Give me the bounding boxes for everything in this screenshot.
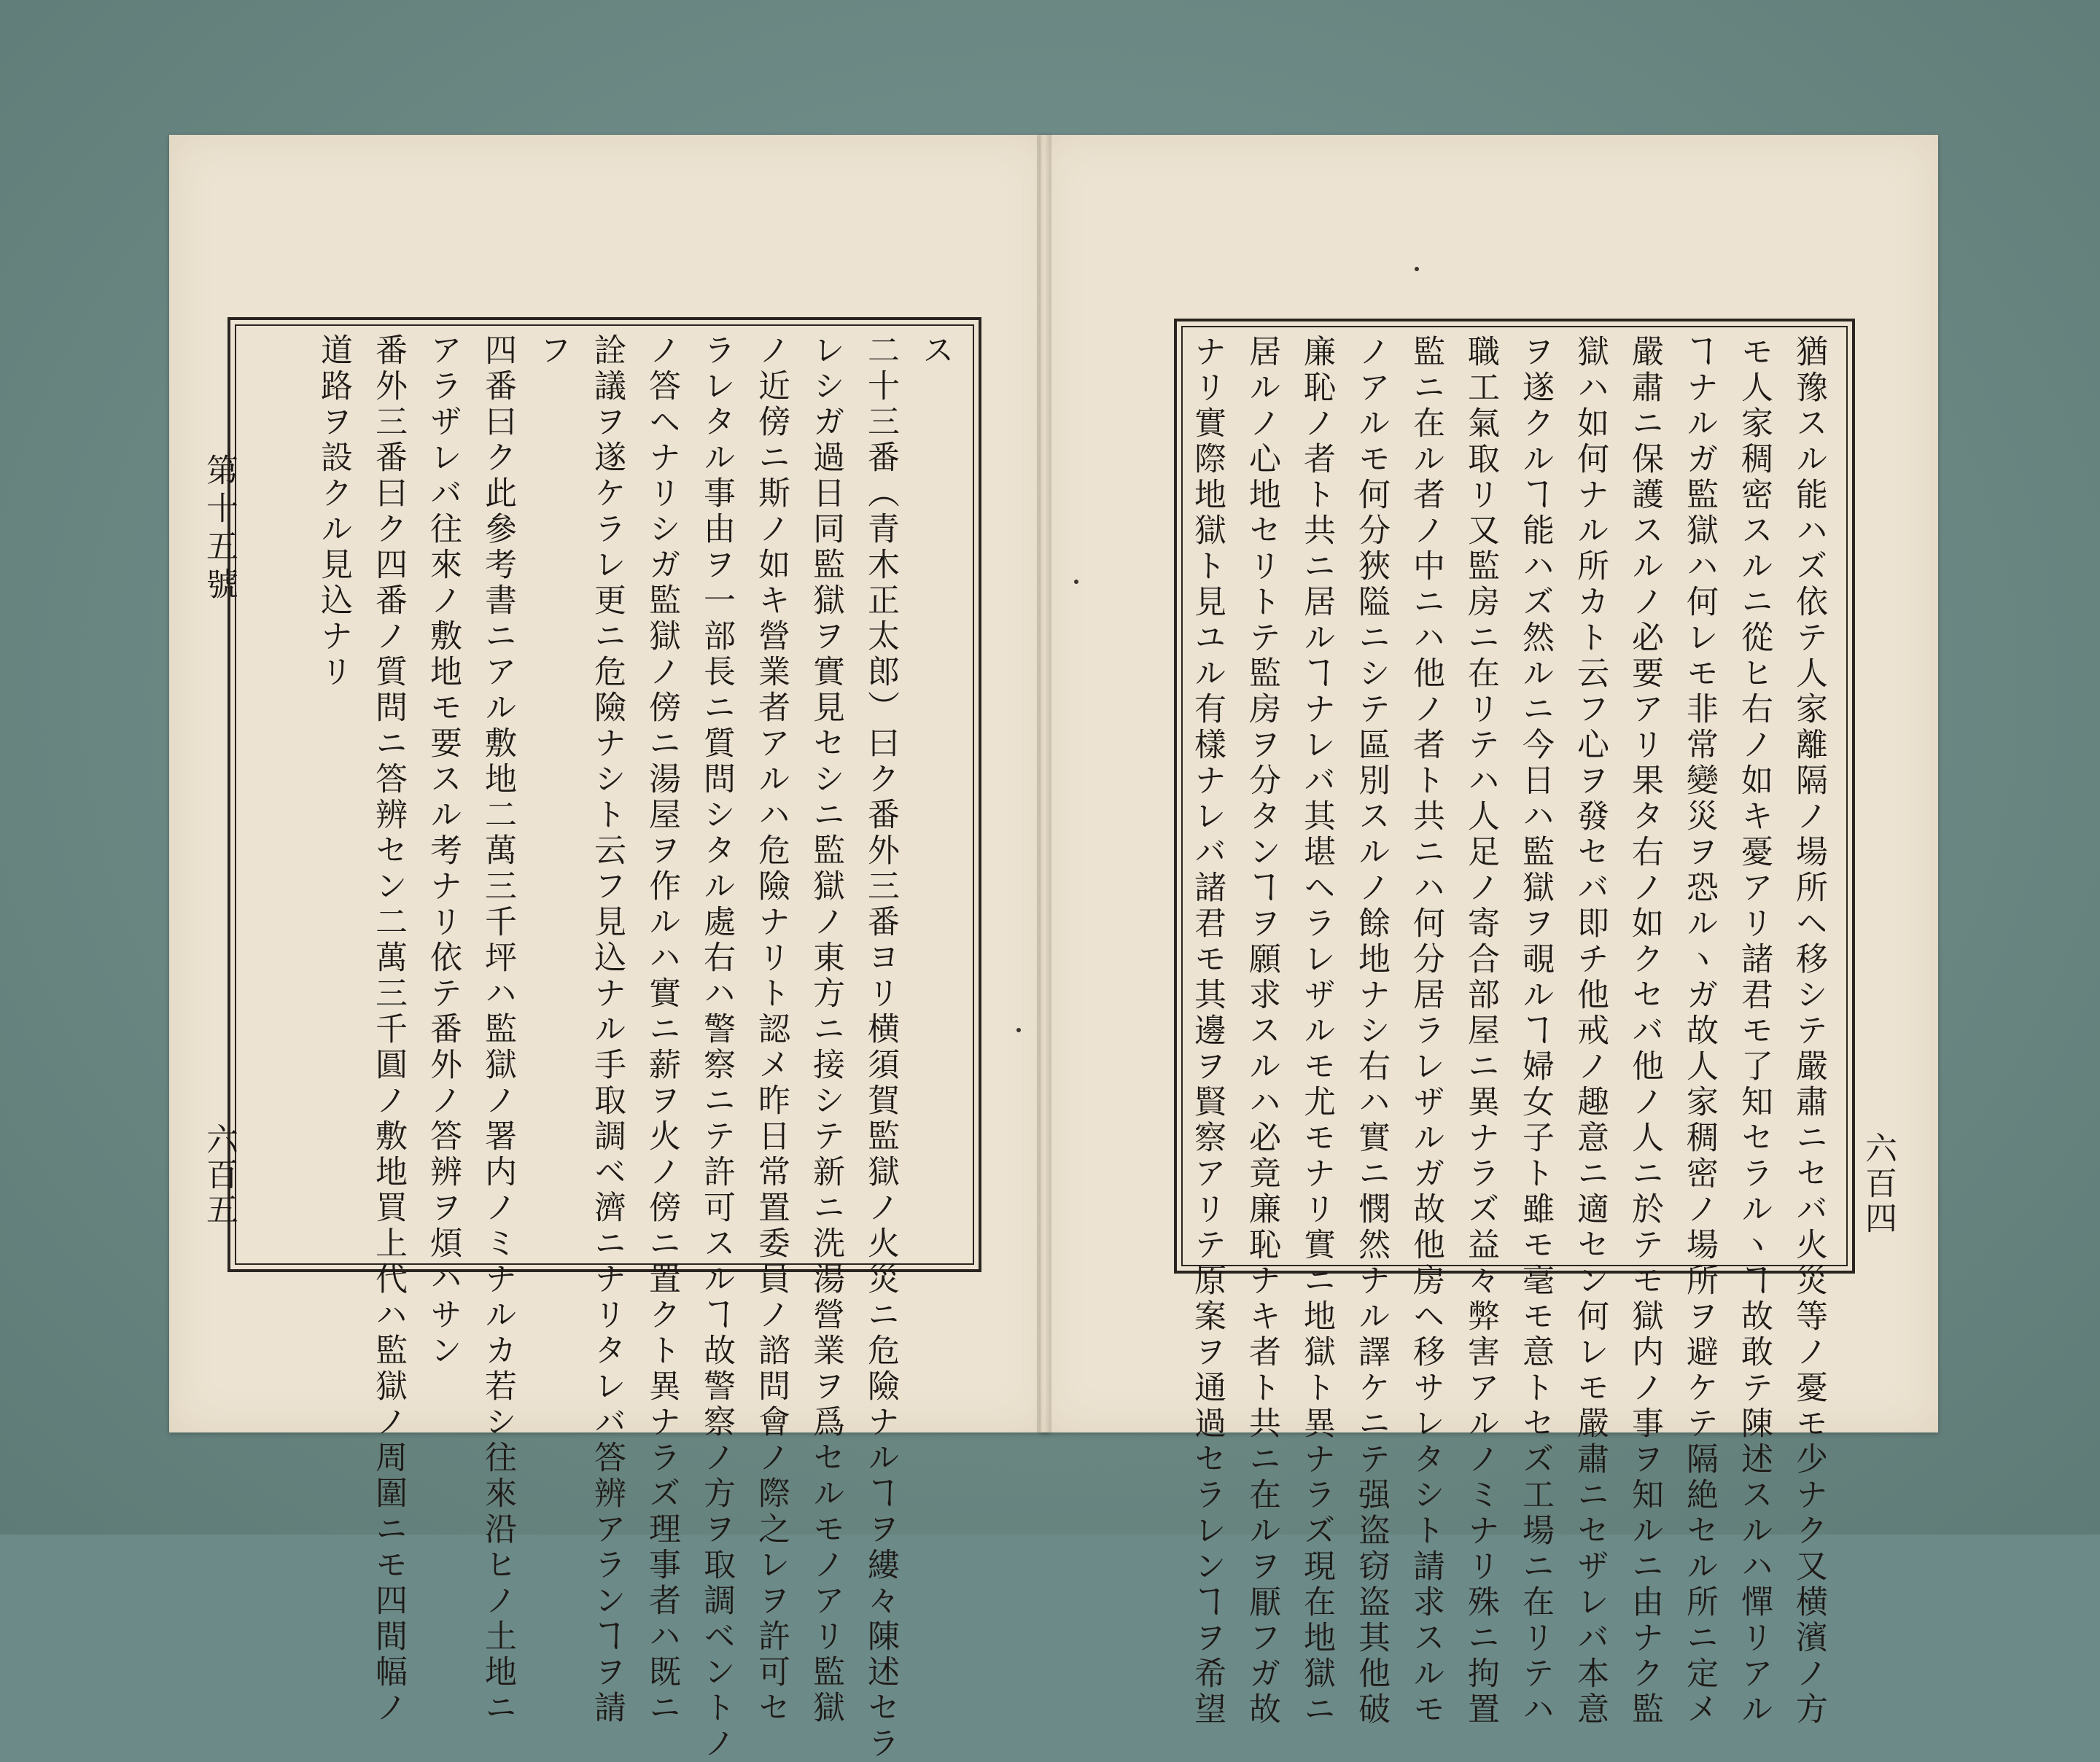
text-column: フ — [534, 333, 571, 369]
paper-speck — [1415, 267, 1419, 271]
issue-number: 第十五號 — [201, 453, 238, 605]
text-column: レシガ過日同監獄ヲ實見セシニ監獄ノ東方ニ接シテ新ニ洗湯營業ヲ爲セルモノアリ監獄 — [807, 333, 844, 1726]
text-column: ヿナルガ監獄ハ何レモ非常變災ヲ恐ルヽガ故人家稠密ノ場所ヲ避ケテ隔絶セル所ニ定メ — [1681, 335, 1718, 1728]
text-column: 監ニ在ル者ノ中ニハ他ノ者ト共ニハ何分居ラレザルガ故他房ヘ移サレタシト請求スルモ — [1407, 335, 1444, 1728]
text-column: アラザレバ往來ノ敷地モ要スル考ナリ依テ番外ノ答辨ヲ煩ハサン — [424, 333, 462, 1369]
right-page-number: 六百四 — [1859, 1131, 1897, 1236]
text-column: 嚴肅ニ保護スルノ必要アリ果タ右ノ如クセバ他ノ人ニ於テモ獄内ノ事ヲ知ルニ由ナク監 — [1626, 335, 1663, 1728]
text-column: ノアルモ何分狹隘ニシテ區別スルノ餘地ナシ右ハ實ニ憫然ナル譯ケニテ强盗窃盗其他破 — [1353, 335, 1390, 1728]
right-page-body — [1189, 335, 1836, 1728]
text-column: ス — [917, 333, 954, 369]
text-column: ノ答ヘナリシガ監獄ノ傍ニ湯屋ヲ作ルハ實ニ薪ヲ火ノ傍ニ置クト異ナラズ理事者ハ既ニ — [643, 333, 680, 1726]
text-column: 番外三番曰ク四番ノ質問ニ答辨セン二萬三千圓ノ敷地買上代ハ監獄ノ周圍ニモ四間幅ノ — [370, 333, 407, 1726]
text-column: 獄ハ如何ナル所カト云フ心ヲ發セバ即チ他戒ノ趣意ニ適セン何レモ嚴肅ニセザレバ本意 — [1571, 335, 1609, 1728]
text-column: 二十三番（青木正太郎）曰ク番外三番ヨリ横須賀監獄ノ火災ニ危險ナルヿヲ縷々陳述セラ — [862, 333, 899, 1762]
text-column: 四番曰ク此參考書ニアル敷地二萬三千坪ハ監獄ノ署内ノミナルカ若シ往來沿ヒノ土地ニ — [479, 333, 516, 1726]
left-text-frame — [228, 317, 981, 1762]
text-column: ノ近傍ニ斯ノ如キ營業者アルハ危險ナリト認メ昨日常置委員ノ諮問會ノ際之レヲ許可セ — [752, 333, 790, 1726]
text-column: 猶豫スル能ハズ依テ人家離隔ノ場所ヘ移シテ嚴肅ニセバ火災等ノ憂モ少ナク又横濱ノ方 — [1790, 335, 1827, 1728]
left-page-number: 六百五 — [201, 1123, 238, 1228]
text-column: 詮議ヲ遂ケラレ更ニ危險ナシト云フ見込ナル手取調ベ濟ニナリタレバ答辨アランヿヲ請 — [588, 333, 626, 1726]
left-page — [169, 135, 1049, 1762]
text-column: 道路ヲ設クル見込ナリ — [315, 333, 352, 690]
text-column: モ人家稠密スルニ從ヒ右ノ如キ憂アリ諸君モ了知セラルヽヿ故敢テ陳述スルハ憚リアル — [1735, 335, 1773, 1728]
text-column: 廉恥ノ者ト共ニ居ルヿナレバ其堪ヘラレザルモ尤モナリ實ニ地獄ト異ナラズ現在地獄ニ — [1298, 335, 1335, 1728]
right-text-frame — [1174, 319, 1855, 1728]
left-page-body — [246, 333, 962, 1762]
text-column: ヲ遂クルヿ能ハズ然ルニ今日ハ監獄ヲ覗ルヿ婦女子ト雖モ毫モ意トセズ工場ニ在リテハ — [1517, 335, 1554, 1728]
paper-speck — [1016, 1028, 1021, 1032]
text-column: 職工氣取リ又監房ニ在リテハ人足ノ寄合部屋ニ異ナラズ益々弊害アルノミナリ殊ニ拘置 — [1462, 335, 1499, 1728]
paper-speck — [1074, 580, 1078, 584]
right-page — [1041, 135, 1938, 1728]
book-gutter — [1037, 135, 1051, 1432]
text-column: ラレタル事由ヲ一部長ニ質問シタル處右ハ警察ニテ許可スルヿ故警察ノ方ヲ取調ベントノ — [698, 333, 735, 1762]
text-column: 居ルノ心地セリトテ監房ヲ分タンヿヲ願求スルハ必竟廉恥ナキ者ト共ニ在ルヲ厭フガ故 — [1243, 335, 1280, 1728]
text-column: ナリ實際地獄ト見ユル有樣ナレバ諸君モ其邊ヲ賢察アリテ原案ヲ通過セラレンヿヲ希望 — [1189, 335, 1226, 1728]
